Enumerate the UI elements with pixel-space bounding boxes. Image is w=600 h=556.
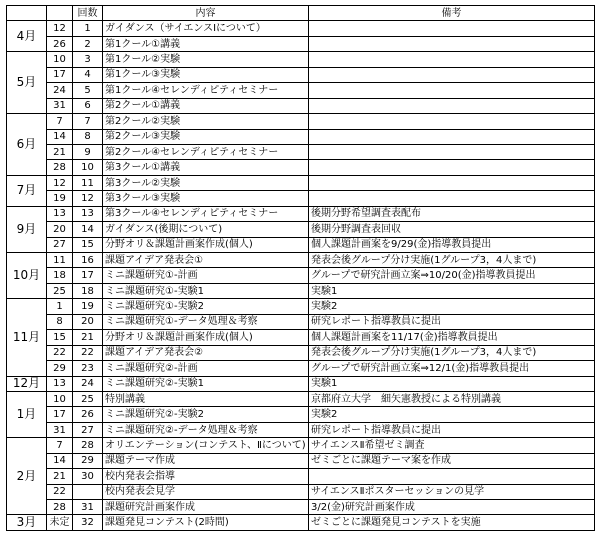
notes-cell bbox=[309, 36, 595, 51]
header-day bbox=[47, 6, 73, 21]
count-cell: 30 bbox=[73, 469, 103, 484]
notes-cell: グループで研究計画立案⇒12/1(金)指導教員提出 bbox=[309, 361, 595, 376]
day-cell: 26 bbox=[47, 36, 73, 51]
table-row bbox=[7, 330, 595, 345]
notes-cell: グループで研究計画立案⇒10/20(金)指導教員提出 bbox=[309, 268, 595, 283]
day-cell: 20 bbox=[47, 222, 73, 237]
count-cell: 32 bbox=[73, 515, 103, 530]
table-row bbox=[7, 453, 595, 468]
content-cell: 第2クール②実験 bbox=[103, 114, 309, 129]
content-cell: ミニ課題研究①-実験1 bbox=[103, 283, 309, 298]
notes-cell: 実験1 bbox=[309, 376, 595, 391]
content-cell: 課題アイデア発表会② bbox=[103, 345, 309, 360]
day-cell: 18 bbox=[47, 268, 73, 283]
content-cell: 第1クール③実験 bbox=[103, 67, 309, 82]
content-cell: ミニ課題研究②-実験2 bbox=[103, 407, 309, 422]
count-cell: 17 bbox=[73, 268, 103, 283]
notes-cell: 3/2(金)研究計画案作成 bbox=[309, 500, 595, 515]
content-cell: 課題アイデア発表会① bbox=[103, 253, 309, 268]
notes-cell bbox=[309, 191, 595, 206]
day-cell: 19 bbox=[47, 191, 73, 206]
notes-cell: 実験2 bbox=[309, 407, 595, 422]
day-cell: 14 bbox=[47, 453, 73, 468]
notes-cell: 実験2 bbox=[309, 299, 595, 314]
table-row bbox=[7, 299, 595, 314]
table-row bbox=[7, 114, 595, 129]
month-cell: 7月 bbox=[7, 175, 47, 206]
day-cell: 11 bbox=[47, 253, 73, 268]
table-row bbox=[7, 438, 595, 453]
content-cell: 第2クール①講義 bbox=[103, 98, 309, 113]
day-cell: 1 bbox=[47, 299, 73, 314]
content-cell: ミニ課題研究②-実験1 bbox=[103, 376, 309, 391]
notes-cell bbox=[309, 175, 595, 190]
content-cell: 第1クール④セレンディピティセミナー bbox=[103, 83, 309, 98]
table-row bbox=[7, 268, 595, 283]
day-cell: 12 bbox=[47, 21, 73, 36]
day-cell: 7 bbox=[47, 114, 73, 129]
month-cell: 2月 bbox=[7, 438, 47, 515]
day-cell: 15 bbox=[47, 330, 73, 345]
table-row bbox=[7, 67, 595, 82]
table-row bbox=[7, 469, 595, 484]
day-cell: 7 bbox=[47, 438, 73, 453]
table-row bbox=[7, 422, 595, 437]
table-row bbox=[7, 21, 595, 36]
notes-cell bbox=[309, 98, 595, 113]
content-cell: ミニ課題研究①-実験2 bbox=[103, 299, 309, 314]
header-month bbox=[7, 6, 47, 21]
count-cell: 14 bbox=[73, 222, 103, 237]
day-cell: 31 bbox=[47, 422, 73, 437]
day-cell: 21 bbox=[47, 144, 73, 159]
day-cell: 14 bbox=[47, 129, 73, 144]
header-content: 内容 bbox=[103, 6, 309, 21]
notes-cell bbox=[309, 21, 595, 36]
notes-cell: 京都府立大学 細矢憲教授による特別講義 bbox=[309, 391, 595, 406]
content-cell: ミニ課題研究①-計画 bbox=[103, 268, 309, 283]
count-cell: 29 bbox=[73, 453, 103, 468]
count-cell: 11 bbox=[73, 175, 103, 190]
month-cell: 6月 bbox=[7, 114, 47, 176]
notes-cell: ゼミごとに課題テーマ案を作成 bbox=[309, 453, 595, 468]
content-cell: 第1クール②実験 bbox=[103, 52, 309, 67]
count-cell: 22 bbox=[73, 345, 103, 360]
notes-cell bbox=[309, 52, 595, 67]
table-row bbox=[7, 500, 595, 515]
month-cell: 10月 bbox=[7, 253, 47, 299]
month-cell: 5月 bbox=[7, 52, 47, 114]
count-cell: 16 bbox=[73, 253, 103, 268]
count-cell: 19 bbox=[73, 299, 103, 314]
content-cell: オリエンテーション(コンテスト、Ⅱについて) bbox=[103, 438, 309, 453]
count-cell bbox=[73, 484, 103, 499]
table-row bbox=[7, 129, 595, 144]
notes-cell bbox=[309, 114, 595, 129]
count-cell: 31 bbox=[73, 500, 103, 515]
notes-cell: 後期分野希望調査表配布 bbox=[309, 206, 595, 221]
content-cell: 分野オリ＆課題計画案作成(個人) bbox=[103, 330, 309, 345]
day-cell: 29 bbox=[47, 361, 73, 376]
day-cell: 未定 bbox=[47, 515, 73, 530]
count-cell: 21 bbox=[73, 330, 103, 345]
day-cell: 17 bbox=[47, 407, 73, 422]
content-cell: ミニ課題研究①-データ処理＆考察 bbox=[103, 314, 309, 329]
count-cell: 2 bbox=[73, 36, 103, 51]
table-row bbox=[7, 36, 595, 51]
table-row bbox=[7, 222, 595, 237]
count-cell: 1 bbox=[73, 21, 103, 36]
count-cell: 6 bbox=[73, 98, 103, 113]
count-cell: 12 bbox=[73, 191, 103, 206]
content-cell: ガイダンス（サイエンスⅠについて） bbox=[103, 21, 309, 36]
table-row bbox=[7, 175, 595, 190]
content-cell: 課題研究計画案作成 bbox=[103, 500, 309, 515]
header-count: 回数 bbox=[73, 6, 103, 21]
day-cell: 13 bbox=[47, 206, 73, 221]
table-row bbox=[7, 160, 595, 175]
table-row bbox=[7, 345, 595, 360]
count-cell: 3 bbox=[73, 52, 103, 67]
day-cell: 13 bbox=[47, 376, 73, 391]
content-cell: 分野オリ＆課題計画案作成(個人) bbox=[103, 237, 309, 252]
count-cell: 20 bbox=[73, 314, 103, 329]
count-cell: 23 bbox=[73, 361, 103, 376]
table-row bbox=[7, 237, 595, 252]
content-cell: ガイダンス(後期について) bbox=[103, 222, 309, 237]
count-cell: 7 bbox=[73, 114, 103, 129]
notes-cell bbox=[309, 83, 595, 98]
count-cell: 27 bbox=[73, 422, 103, 437]
content-cell: 課題発見コンテスト(2時間) bbox=[103, 515, 309, 530]
content-cell: 第2クール④セレンディピティセミナー bbox=[103, 144, 309, 159]
count-cell: 26 bbox=[73, 407, 103, 422]
table-row bbox=[7, 144, 595, 159]
table-row bbox=[7, 283, 595, 298]
notes-cell: 発表会後グループ分け実施(1グループ3，4人まで) bbox=[309, 253, 595, 268]
table-row bbox=[7, 391, 595, 406]
notes-cell bbox=[309, 160, 595, 175]
month-cell: 4月 bbox=[7, 21, 47, 52]
month-cell: 9月 bbox=[7, 206, 47, 252]
count-cell: 25 bbox=[73, 391, 103, 406]
content-cell: 第3クール①講義 bbox=[103, 160, 309, 175]
content-cell: 課題テーマ作成 bbox=[103, 453, 309, 468]
count-cell: 5 bbox=[73, 83, 103, 98]
content-cell: 第3クール③実験 bbox=[103, 191, 309, 206]
day-cell: 24 bbox=[47, 83, 73, 98]
month-cell: 1月 bbox=[7, 391, 47, 437]
day-cell: 31 bbox=[47, 98, 73, 113]
count-cell: 28 bbox=[73, 438, 103, 453]
header-row bbox=[7, 6, 595, 21]
content-cell: 第3クール②実験 bbox=[103, 175, 309, 190]
count-cell: 15 bbox=[73, 237, 103, 252]
content-cell: ミニ課題研究②-データ処理＆考察 bbox=[103, 422, 309, 437]
notes-cell: 後期分野調査表回収 bbox=[309, 222, 595, 237]
day-cell: 10 bbox=[47, 52, 73, 67]
content-cell: ミニ課題研究②-計画 bbox=[103, 361, 309, 376]
table-row bbox=[7, 98, 595, 113]
content-cell: 第3クール④セレンディピティセミナー bbox=[103, 206, 309, 221]
day-cell: 22 bbox=[47, 484, 73, 499]
day-cell: 17 bbox=[47, 67, 73, 82]
schedule-body bbox=[7, 21, 595, 530]
count-cell: 13 bbox=[73, 206, 103, 221]
table-row bbox=[7, 314, 595, 329]
month-cell: 12月 bbox=[7, 376, 47, 391]
count-cell: 8 bbox=[73, 129, 103, 144]
header-notes: 備考 bbox=[309, 6, 595, 21]
notes-cell: サイエンスⅡ希望ゼミ調査 bbox=[309, 438, 595, 453]
notes-cell: サイエンスⅡポスターセッションの見学 bbox=[309, 484, 595, 499]
table-row bbox=[7, 52, 595, 67]
table-row bbox=[7, 407, 595, 422]
notes-cell bbox=[309, 129, 595, 144]
day-cell: 21 bbox=[47, 469, 73, 484]
day-cell: 22 bbox=[47, 345, 73, 360]
day-cell: 25 bbox=[47, 283, 73, 298]
count-cell: 10 bbox=[73, 160, 103, 175]
table-row bbox=[7, 206, 595, 221]
day-cell: 12 bbox=[47, 175, 73, 190]
table-row bbox=[7, 191, 595, 206]
schedule-table bbox=[6, 5, 595, 531]
notes-cell bbox=[309, 144, 595, 159]
notes-cell: ゼミごとに課題発見コンテストを実施 bbox=[309, 515, 595, 530]
day-cell: 27 bbox=[47, 237, 73, 252]
table-row bbox=[7, 253, 595, 268]
table-row bbox=[7, 484, 595, 499]
notes-cell: 発表会後グループ分け実施(1グループ3，4人まで) bbox=[309, 345, 595, 360]
table-row bbox=[7, 376, 595, 391]
count-cell: 9 bbox=[73, 144, 103, 159]
content-cell: 校内発表会見学 bbox=[103, 484, 309, 499]
notes-cell: 個人課題計画案を11/17(金)指導教員提出 bbox=[309, 330, 595, 345]
count-cell: 4 bbox=[73, 67, 103, 82]
count-cell: 18 bbox=[73, 283, 103, 298]
day-cell: 28 bbox=[47, 500, 73, 515]
notes-cell: 研究レポート指導教員に提出 bbox=[309, 422, 595, 437]
notes-cell: 研究レポート指導教員に提出 bbox=[309, 314, 595, 329]
table-row bbox=[7, 83, 595, 98]
notes-cell bbox=[309, 67, 595, 82]
notes-cell: 実験1 bbox=[309, 283, 595, 298]
month-cell: 3月 bbox=[7, 515, 47, 530]
table-row bbox=[7, 361, 595, 376]
count-cell: 24 bbox=[73, 376, 103, 391]
notes-cell: 個人課題計画案を9/29(金)指導教員提出 bbox=[309, 237, 595, 252]
day-cell: 10 bbox=[47, 391, 73, 406]
day-cell: 28 bbox=[47, 160, 73, 175]
day-cell: 8 bbox=[47, 314, 73, 329]
content-cell: 特別講義 bbox=[103, 391, 309, 406]
content-cell: 校内発表会指導 bbox=[103, 469, 309, 484]
notes-cell bbox=[309, 469, 595, 484]
content-cell: 第2クール③実験 bbox=[103, 129, 309, 144]
content-cell: 第1クール①講義 bbox=[103, 36, 309, 51]
table-row bbox=[7, 515, 595, 530]
month-cell: 11月 bbox=[7, 299, 47, 376]
